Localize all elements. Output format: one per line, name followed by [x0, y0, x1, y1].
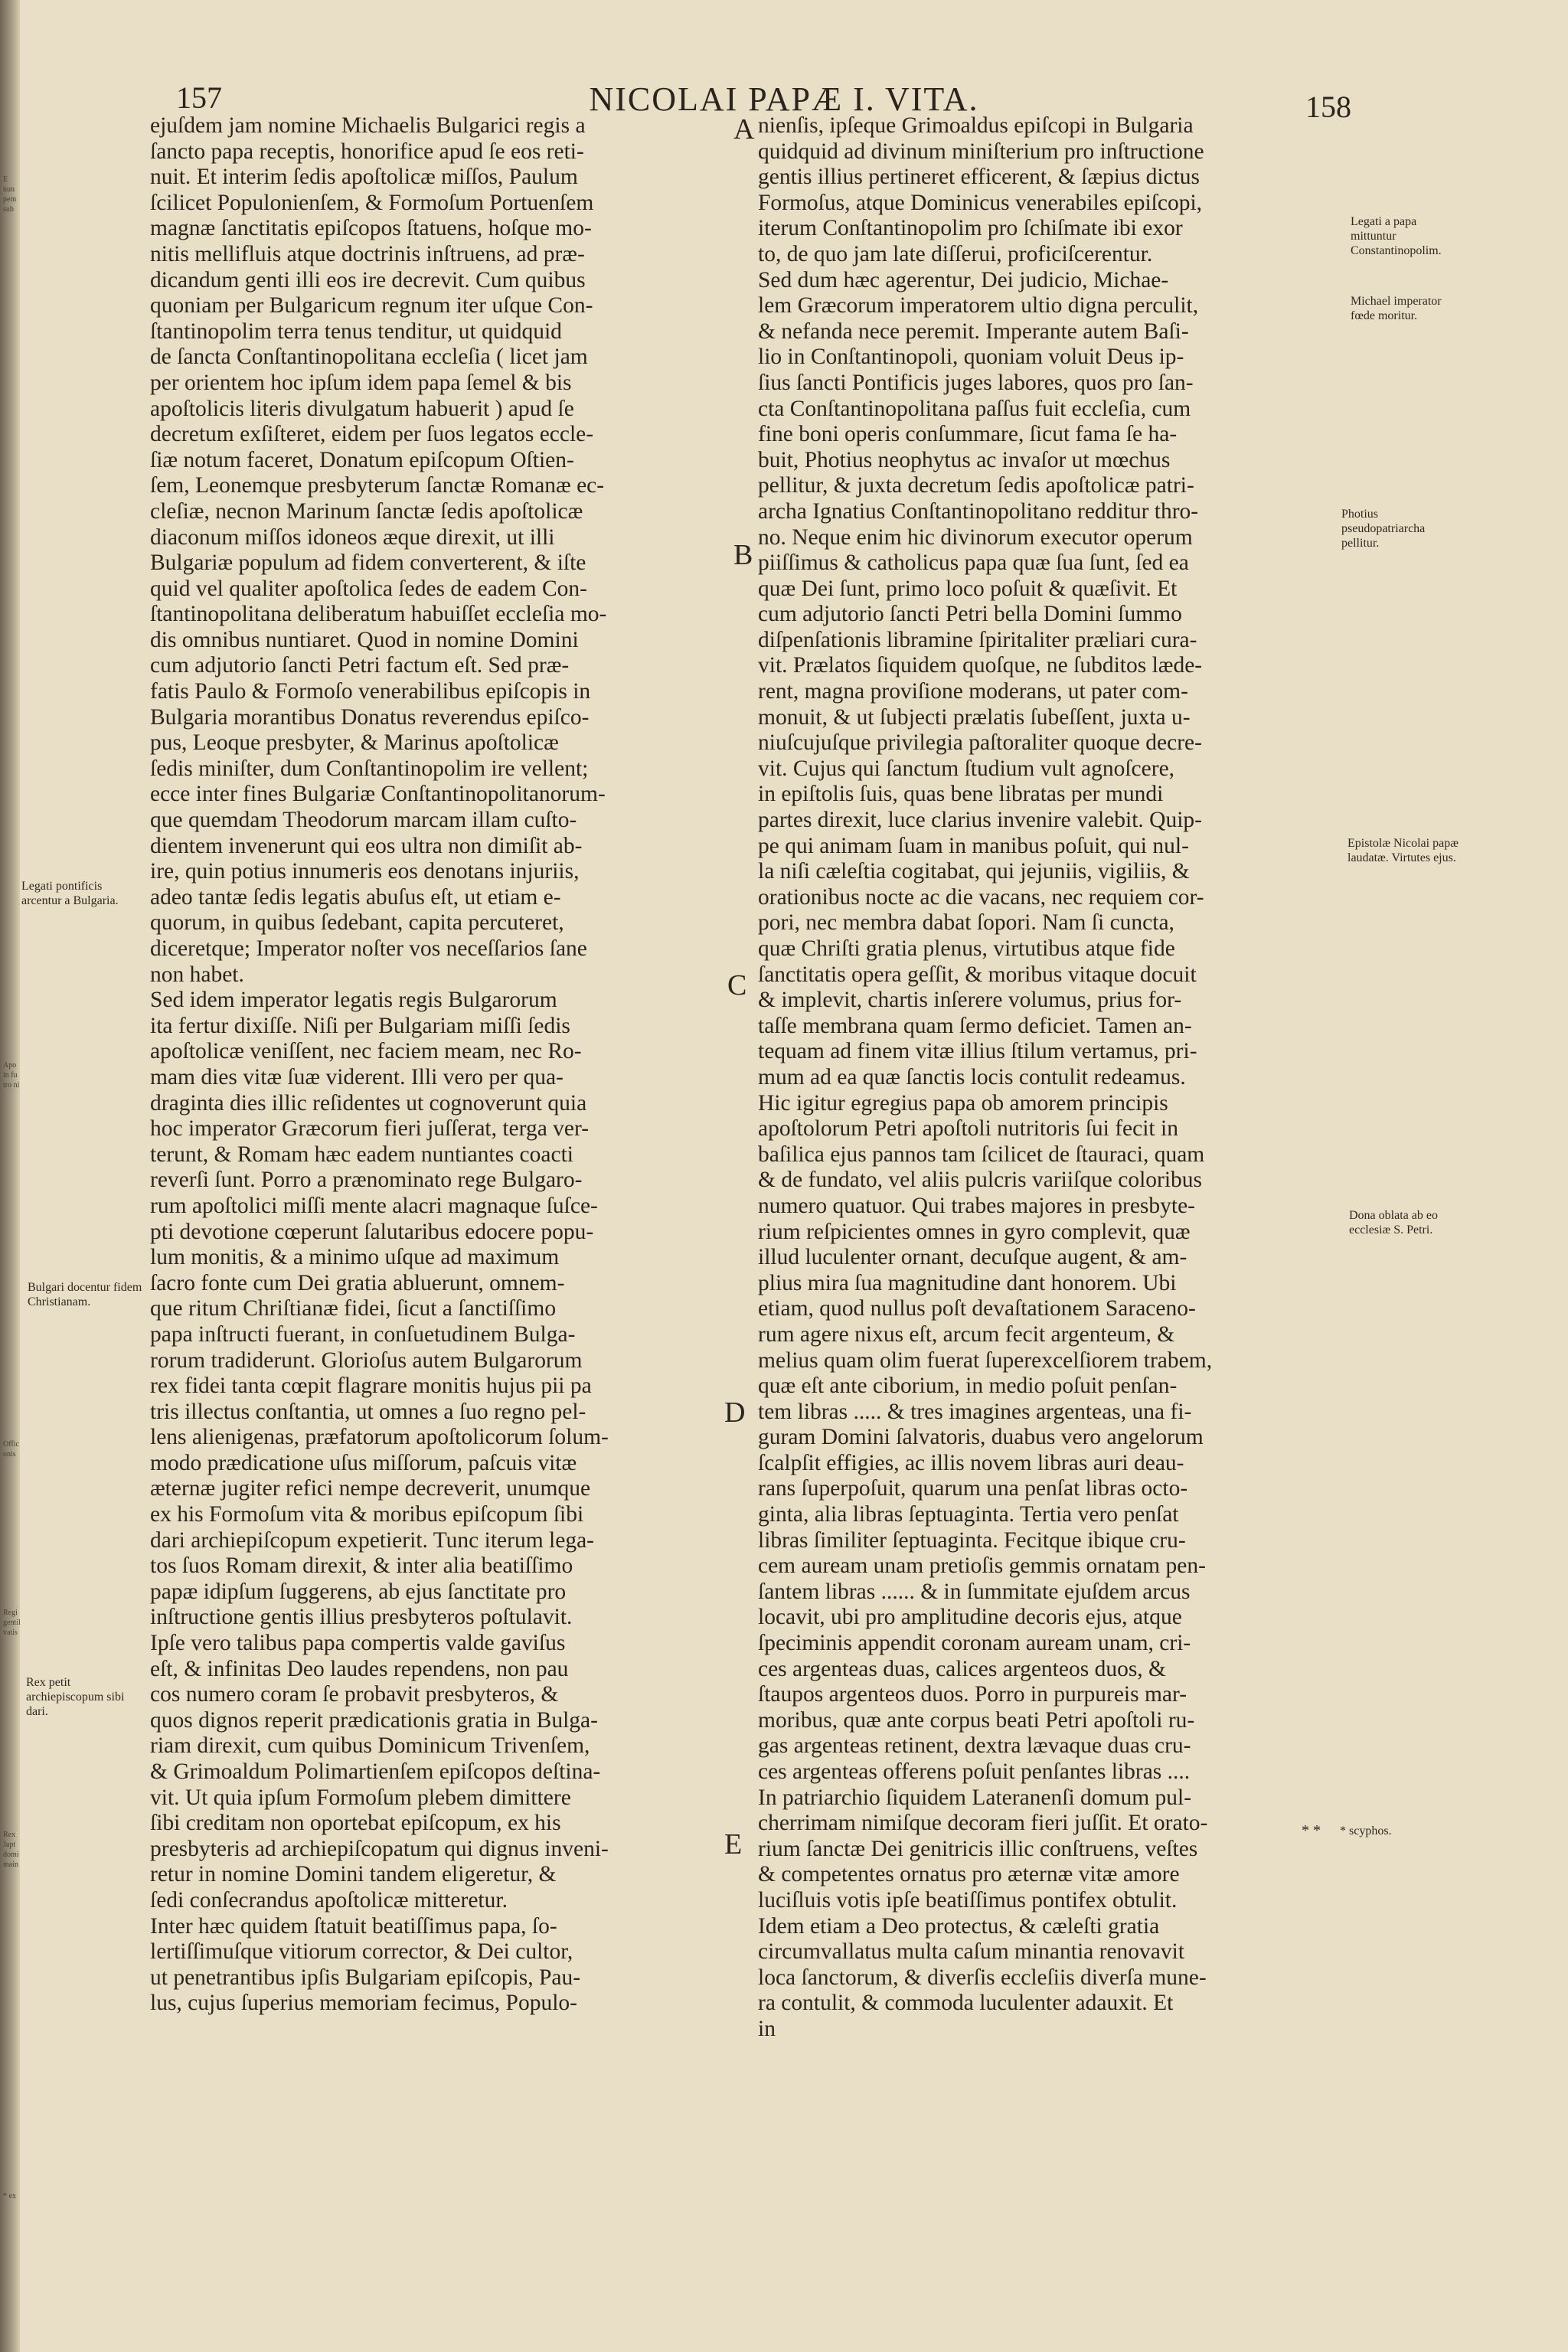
text-line: ſancto papa receptis, honorifice apud ſe eos reti- [150, 139, 584, 164]
text-line: Sed dum hæc agerentur, Dei judicio, Michae- [758, 267, 1169, 292]
gutter-fragment: Apo in fu tro ni [3, 1061, 20, 1089]
text-line: cta Conſtantinopolitana paſſus fuit eccleſia, cum [758, 396, 1191, 421]
text-line: papæ idipſum ſuggerens, ab ejus ſanctitate pro [150, 1579, 567, 1604]
text-line: hoc imperator Græcorum fieri juſſerat, terga ver- [150, 1116, 590, 1142]
text-line: pe qui animam ſuam in manibus poſuit, qui nul- [758, 833, 1189, 858]
text-line: numero quatuor. Qui trabes majores in presbyte- [758, 1193, 1196, 1218]
text-line: Hic igitur egregius papa ob amorem principis [758, 1090, 1168, 1116]
text-line: rorum tradiderunt. Glorioſus autem Bulgarorum [150, 1348, 583, 1373]
text-line: dari archiepiſcopum expetierit. Tunc iterum lega- [150, 1527, 594, 1553]
left-sidenote: Legati pontificis arcentur a Bulgaria. [21, 880, 119, 907]
text-line: ra contulit, & commoda luculenter adauxit. Et [758, 1991, 1174, 2016]
text-line: rum apoſtolici miſſi mente alacri magnaque ſuſce- [150, 1193, 598, 1218]
text-line: In patriarchio ſiquidem Lateranenſi domum pul- [758, 1785, 1192, 1810]
text-line: ſem, Leonemque presbyterum ſanctæ Romanæ ec- [150, 473, 605, 498]
text-line: lertiſſimuſque vitiorum corrector, & Dei cultor, [150, 1939, 573, 1965]
text-line: terunt, & Romam hæc eadem nuntiantes coacti [150, 1142, 573, 1167]
text-line: & Grimoaldum Polimartienſem epiſcopos deſtina- [150, 1759, 601, 1784]
section-mark: C [727, 969, 747, 1001]
right-sidenote: Legati a papa mittuntur Constantinopolim. [1351, 215, 1442, 257]
right-sidenote: Epistolæ Nicolai papæ laudatæ. Virtutes ejus. [1348, 837, 1459, 864]
text-line: ire, quin potius innumeris eos denotans injuriis, [150, 859, 580, 884]
text-line: pori, nec membra dabat ſopori. Nam ſi cuncta, [758, 910, 1174, 936]
text-line: adeo tantæ ſedis legatis abuſus eſt, ut etiam e- [150, 884, 561, 910]
left-page-number: 157 [176, 80, 222, 115]
text-line: que quemdam Theodorum marcam illam cuſto- [150, 808, 577, 833]
text-line: presbyteris ad archiepiſcopatum qui dignus inveni- [150, 1836, 609, 1861]
text-line: dis omnibus nuntiaret. Quod in nomine Domini [150, 627, 579, 652]
text-line: ſacro fonte cum Dei gratia abluerunt, omnem- [150, 1270, 565, 1295]
text-line: locavit, ubi pro amplitudine decoris ejus, atque [758, 1605, 1182, 1630]
text-line: & de fundato, vel aliis pulcris variiſque coloribus [758, 1168, 1203, 1193]
text-line: apoſtolorum Petri apoſtoli nutritoris ſui fecit in [758, 1116, 1178, 1142]
gutter-fragment: Rex Japt domi main [3, 1831, 19, 1869]
text-line: orationibus nocte ac die vacans, nec requiem cor- [758, 884, 1204, 910]
text-line: taſſe membrana quam ſermo deficiet. Tamen an- [758, 1013, 1192, 1038]
text-line: fine boni operis conſummare, ſicut fama ſe ha- [758, 422, 1178, 447]
text-line: & nefanda nece peremit. Imperante autem Baſi- [758, 318, 1189, 344]
text-line: riam direxit, cum quibus Dominicum Trivenſem, [150, 1733, 590, 1759]
text-line: cum adjutorio ſancti Petri factum eſt. Sed præ- [150, 653, 570, 678]
text-line: quæ Chriſti gratia plenus, virtutibus atque fide [758, 936, 1175, 961]
text-line: reverſi ſunt. Porro a prænominato rege Bulgaro- [150, 1168, 583, 1193]
text-line: Bulgariæ populum ad fidem converterent, & iſte [150, 550, 586, 576]
text-line: lum monitis, & a minimo uſque ad maximum [150, 1245, 560, 1270]
text-line: gas argenteas retinent, dextra lævaque duas cru- [758, 1733, 1191, 1759]
text-line: magnæ ſanctitatis epiſcopos ſtatuens, hoſque mo- [150, 216, 592, 241]
text-line: ſedis miniſter, dum Conſtantinopolim ire vellent; [150, 756, 589, 781]
text-line: quoniam per Bulgaricum regnum iter uſque Con- [150, 293, 593, 318]
text-line: ex his Formoſum vita & moribus epiſcopum ſibi [150, 1502, 584, 1527]
text-line: ces argenteas duas, calices argenteos duos, & [758, 1656, 1167, 1681]
running-title: NICOLAI PAPÆ I. VITA. [589, 80, 979, 118]
text-line: dientem invenerunt qui eos ultra non dimiſit ab- [150, 833, 583, 858]
text-line: decretum exſiſteret, eidem per ſuos legatos eccle- [150, 422, 594, 447]
text-line: retur in nomine Domini tandem eligeretur, & [150, 1862, 557, 1887]
text-line: in [758, 2016, 776, 2041]
text-line: nienſis, ipſeque Grimoaldus epiſcopi in Bulgaria [758, 113, 1194, 138]
text-line: Idem etiam a Deo protectus, & cæleſti gratia [758, 1913, 1160, 1939]
section-mark: A [733, 113, 755, 145]
text-line: Inter hæc quidem ſtatuit beatiſſimus papa, ſo- [150, 1913, 557, 1939]
text-line: cleſiæ, necnon Marinum ſanctæ ſedis apoſtolicæ [150, 498, 583, 524]
text-line: cos numero coram ſe probavit presbyteros, & [150, 1682, 559, 1707]
text-line: ſpeciminis appendit coronam auream unam, cri- [758, 1631, 1191, 1656]
text-line: ſtantinopolim terra tenus tenditur, ut quidquid [150, 318, 562, 344]
gutter-fragment: Regi gentil vatis [3, 1609, 21, 1637]
text-line: tris illectus conſtantia, ut omnes a ſuo regno pel- [150, 1399, 586, 1424]
text-line: libras ſimiliter ſeptuaginta. Fecitque ibique cru- [758, 1527, 1186, 1553]
text-line: rium reſpicientes omnes in gyro complevit, quæ [758, 1219, 1191, 1244]
text-line: ut penetrantibus ipſis Bulgariam epiſcopis, Pau- [150, 1965, 581, 1990]
text-line: vit. Cujus qui ſanctum ſtudium vult agnoſcere, [758, 756, 1175, 781]
text-line: non habet. [150, 962, 244, 987]
left-sidenote: Rex petit archiepiscopum sibi dari. [26, 1676, 125, 1718]
text-line: quid vel qualiter apoſtolica ſedes de eadem Con- [150, 576, 587, 601]
text-line: lem Græcorum imperatorem ultio digna perculit, [758, 293, 1199, 318]
text-line: loca ſanctorum, & diverſis eccleſiis diverſa mune- [758, 1965, 1207, 1990]
text-line: quos dignos reperit prædicationis gratia in Bulga- [150, 1707, 598, 1733]
text-line: diaconum miſſos idoneos æque direxit, ut illi [150, 524, 555, 550]
text-line: modo prædicatione uſus miſſorum, paſcuis vitæ [150, 1450, 577, 1475]
text-line: ſcalpſit effigies, ac illis novem libras auri deau- [758, 1450, 1184, 1475]
text-line: luciſluis votis ipſe beatiſſimus pontifex obtulit. [758, 1887, 1178, 1913]
text-line: to, de quo jam late diſſerui, proficiſcerentur. [758, 241, 1153, 266]
text-line: & implevit, chartis inſerere volumus, prius for- [758, 988, 1182, 1013]
text-line: melius quam olim fuerat ſuperexcelſiorem trabem, [758, 1348, 1213, 1373]
text-line: quidquid ad divinum miniſterium pro inſtructione [758, 139, 1204, 164]
text-line: ecce inter fines Bulgariæ Conſtantinopolitanorum- [150, 782, 606, 807]
text-line: rent, magna proviſione moderans, ut pater com- [758, 679, 1188, 704]
text-line: mum ad ea quæ ſanctis locis contulit redeamus. [758, 1064, 1186, 1089]
text-line: archa Ignatius Conſtantinopolitano redditur thro- [758, 498, 1199, 524]
text-line: partes direxit, luce clarius invenire valebit. Quip- [758, 808, 1202, 833]
text-line: tem libras ..... & tres imagines argenteas, una fi- [758, 1399, 1192, 1424]
footnote-star: * * [1302, 1822, 1321, 1839]
text-line: lens alienigenas, præfatorum apoſtolicorum ſolum- [150, 1425, 609, 1450]
text-line: plius mira ſua magnitudine dant honorem. Ubi [758, 1270, 1177, 1295]
text-line: diceretque; Imperator noſter vos neceſſarios ſane [150, 936, 587, 961]
text-line: rium ſanctæ Dei genitricis illic conſtruens, veſtes [758, 1836, 1198, 1861]
text-line: ginta, alia libras ſeptuaginta. Tertia vero penſat [758, 1502, 1179, 1527]
text-line: ſtantinopolitana deliberatum habuiſſet eccleſia mo- [150, 602, 607, 627]
gutter-fragment: E nun pem sub [3, 175, 17, 214]
text-line: baſilica ejus pannos tam ſcilicet de ſtauraci, quam [758, 1142, 1205, 1167]
text-line: pus, Leoque presbyter, & Marinus apoſtolicæ [150, 730, 559, 756]
text-line: rex fidei tanta cœpit flagrare monitis hujus pii pa [150, 1374, 592, 1399]
text-line: Ipſe vero talibus papa compertis valde gaviſus [150, 1631, 566, 1656]
text-line: illud luculenter ornant, decuſque augent, & am- [758, 1245, 1187, 1270]
section-mark: E [724, 1828, 743, 1860]
text-line: nuit. Et interim ſedis apoſtolicæ miſſos, Paulum [150, 165, 578, 190]
text-line: rum agere nixus eſt, arcum fecit argenteum, & [758, 1321, 1175, 1347]
text-line: tos ſuos Romam direxit, & inter alia beatiſſimo [150, 1553, 573, 1579]
text-line: per orientem hoc ipſum idem papa ſemel & bis [150, 370, 572, 395]
text-line: papa inſtructi fuerant, in conſuetudinem Bulga- [150, 1321, 576, 1347]
text-line: pellitur, & juxta decretum ſedis apoſtolicæ patri- [758, 473, 1194, 498]
text-line: tequam ad finem vitæ illius ſtilum vertamus, pri- [758, 1039, 1197, 1064]
text-line: Sed idem imperator legatis regis Bulgarorum [150, 988, 557, 1013]
section-mark: D [724, 1396, 746, 1429]
text-line: æternæ jugiter refici nempe decreverit, unumque [150, 1476, 591, 1501]
text-line: ſantem libras ...... & in ſummitate ejuſdem arcus [758, 1579, 1191, 1604]
text-line: cum adjutorio ſancti Petri bella Domini ſummo [758, 602, 1182, 627]
text-line: vit. Ut quia ipſum Formoſum plebem dimittere [150, 1785, 571, 1810]
text-line: ejuſdem jam nomine Michaelis Bulgarici regis a [150, 113, 586, 138]
text-line: lus, cujus ſuperius memoriam fecimus, Populo- [150, 1991, 577, 2016]
text-line: pti devotione cœperunt ſalutaribus edocere popu- [150, 1219, 594, 1244]
text-line: ſiæ notum faceret, Donatum epiſcopum Oſtien- [150, 447, 574, 472]
text-line: quæ Dei ſunt, primo loco poſuit & quæſivit. Et [758, 576, 1178, 601]
text-line: iterum Conſtantinopolim pro ſchiſmate ibi exor [758, 216, 1183, 241]
text-line: cem auream unam pretioſis gemmis ornatam pen- [758, 1553, 1206, 1579]
text-line: draginta dies illic reſidentes ut cognoverunt quia [150, 1090, 587, 1116]
text-line: buit, Photius neophytus ac invaſor ut mœchus [758, 447, 1171, 472]
text-line: ſtaupos argenteos duos. Porro in purpureis mar- [758, 1682, 1187, 1707]
text-line: moribus, quæ ante corpus beati Petri apoſtoli ru- [758, 1707, 1195, 1733]
text-line: ſcilicet Populonienſem, & Formoſum Portuenſem [150, 190, 594, 215]
text-line: nitis mellifluis atque doctrinis inſtruens, ad præ- [150, 241, 585, 266]
left-sidenote: Bulgari docentur fidem Christianam. [28, 1281, 142, 1308]
text-line: apoſtolicæ veniſſent, nec faciem meam, nec Ro- [150, 1039, 582, 1064]
gutter-fragment: Offic onis [3, 1440, 19, 1459]
text-line: ſanctitatis opera geſſit, & moribus vitaque docuit [758, 962, 1197, 987]
text-line: monuit, & ut ſubjecti prælatis ſubeſſent, juxta u- [758, 704, 1191, 730]
right-page-number: 158 [1305, 90, 1351, 124]
text-line: quorum, in quibus ſedebant, capita percuteret, [150, 910, 564, 936]
text-line: lio in Conſtantinopoli, quoniam voluit Deus ip- [758, 345, 1184, 370]
text-line: cherrimam nimiſque decoram fieri juſſit. Et orato- [758, 1811, 1208, 1836]
text-line: guram Domini ſalvatoris, duabus vero angelorum [758, 1425, 1204, 1450]
text-line: quæ eſt ante ciborium, in medio poſuit penſan- [758, 1374, 1178, 1399]
text-line: niuſcujuſque privilegia paſtoraliter quoque decre- [758, 730, 1202, 756]
text-line: que ritum Chriſtianæ fidei, ſicut a ſanctiſſimo [150, 1296, 557, 1321]
text-line: Bulgaria morantibus Donatus reverendus epiſco- [150, 704, 590, 730]
text-line: piiſſimus & catholicus papa quæ ſua ſunt, ſed ea [758, 550, 1189, 576]
text-line: dicandum genti illi eos ire decrevit. Cum quibus [150, 267, 586, 292]
text-line: fatis Paulo & Formoſo venerabilibus epiſcopis in [150, 679, 591, 704]
text-line: mam dies vitæ ſuæ viderent. Illi vero per qua- [150, 1064, 564, 1089]
text-line: eſt, & infinitas Deo laudes rependens, non pau [150, 1656, 569, 1681]
text-line: diſpenſationis libramine ſpiritaliter præliari cura- [758, 627, 1197, 652]
text-line: la niſi cæleſtia cogitabat, qui jejuniis, vigiliis, & [758, 859, 1190, 884]
gutter-fragment: * ex [3, 2192, 16, 2200]
text-line: ſedi conſecrandus apoſtolicæ mitteretur. [150, 1887, 508, 1913]
text-line: etiam, quod nullus poſt devaſtationem Saraceno- [758, 1296, 1196, 1321]
right-sidenote: Photius pseudopatriarcha pellitur. [1341, 508, 1426, 550]
right-sidenote: Michael imperator fœde moritur. [1351, 295, 1442, 322]
text-line: ita fertur dixiſſe. Niſi per Bulgariam miſſi ſedis [150, 1013, 570, 1038]
right-sidenote: Dona oblata ab eo ecclesiæ S. Petri. [1349, 1209, 1438, 1236]
text-line: Formoſus, atque Dominicus venerabiles epiſcopi, [758, 190, 1203, 215]
gutter-notes [3, 0, 21, 2352]
text-line: vit. Prælatos ſiquidem quoſque, ne ſubditos læde- [758, 653, 1203, 678]
text-line: in epiſtolis ſuis, quas bene libratas per mundi [758, 782, 1164, 807]
text-line: ſibi creditam non oportebat epiſcopum, ex his [150, 1811, 561, 1836]
text-line: circumvallatus multa caſum minantia renovavit [758, 1939, 1185, 1965]
text-line: no. Neque enim hic divinorum executor operum [758, 524, 1193, 550]
text-line: apoſtolicis literis divulgatum habuerit ) apud ſe [150, 396, 574, 421]
right-text-column [758, 113, 1340, 2043]
section-mark: B [733, 539, 753, 571]
text-line: gentis illius pertineret efficerent, & ſæpius dictus [758, 165, 1200, 190]
left-text-column [150, 113, 743, 2017]
text-line: ces argenteas offerens poſuit penſantes libras .... [758, 1759, 1191, 1784]
right-sidenote: * scyphos. [1340, 1824, 1392, 1838]
text-line: de ſancta Conſtantinopolitana eccleſia ( licet jam [150, 345, 588, 370]
text-line: rans ſuperpoſuit, quarum una penſat libras octo- [758, 1476, 1188, 1501]
text-line: & competentes ornatus pro æternæ vitæ amore [758, 1862, 1180, 1887]
text-line: inſtructione gentis illius presbyteros poſtulavit. [150, 1605, 573, 1630]
text-line: ſius ſancti Pontificis juges labores, quos pro ſan- [758, 370, 1194, 395]
